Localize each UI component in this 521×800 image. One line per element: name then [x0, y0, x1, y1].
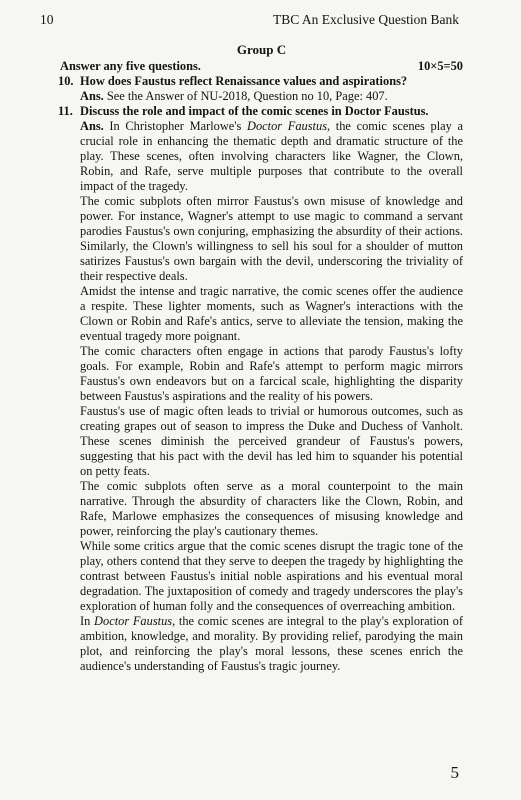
- instruction-marks: 10×5=50: [417, 59, 463, 73]
- page-header: [40, 12, 459, 28]
- question-text: Discuss the role and impact of the comic scenes in Doctor Faustus.: [80, 104, 429, 118]
- answer-paragraph: While some critics argue that the comic scenes disrupt the tragic tone of the play, others contend that they serve to deepen the tragedy by highlighting the contrast between Faustus's initial noble aspirations and his eventual moral degradation. The juxtaposition of comedy and tragedy underscores the play's exploration of human folly and the consequences of overreaching ambition.: [80, 539, 463, 613]
- page-content: [60, 42, 463, 674]
- instruction-text: Answer any five questions.: [60, 59, 201, 73]
- answer-11: [60, 119, 463, 674]
- play-title: Doctor Faustus: [94, 614, 173, 628]
- answer-label: Ans.: [80, 89, 104, 103]
- header-page-number: 10: [40, 12, 54, 27]
- page-footer-number: 5: [450, 763, 459, 782]
- answer-paragraph: Amidst the intense and tragic narrative, the comic scenes offer the audience a respite. These lighter moments, such as Wagner's interactions with the Clown or Robin and Rafe's antics, serve to alleviate the tension, making the eventual tragedy more poignant.: [80, 284, 463, 343]
- answer-paragraph: Ans. In Christopher Marlowe's Doctor Faustus, the comic scenes play a crucial role in enhancing the thematic depth and dramatic structure of the play. These scenes, often involving characters like Wagner, the Clown, Robin, and Rafe, serve multiple purposes that contribute to the overall impact of the tragedy.: [80, 119, 464, 193]
- answer-paragraph: The comic characters often engage in actions that parody Faustus's lofty goals. For example, Robin and Rafe's attempt to perform magic mirrors Faustus's own endeavors but on a farcical scale, highlighting the disparity between Faustus's aspirations and the reality of his powers.: [80, 344, 463, 403]
- answer-paragraph: The comic subplots often mirror Faustus's own misuse of knowledge and power. For instance, Wagner's attempt to use magic to command a servant parodies Faustus's own conjuring, emphasizing the absurdity of their actions. Similarly, the Clown's willingness to sell his soul for a shoulder of mutton satirizes Faustus's own bargain with the devil, underscoring the triviality of their respective deals.: [80, 194, 463, 283]
- group-title: Group C: [236, 42, 287, 57]
- question-number: 11.: [58, 104, 73, 118]
- answer-paragraph: Faustus's use of magic often leads to trivial or humorous outcomes, such as creating grapes out of season to impress the Duke and Duchess of Vanholt. These scenes diminish the perceived grandeur of Faustus's powers, suggesting that his pact with the devil has led him to squander his potential on petty feats.: [80, 404, 463, 478]
- answer-text: See the Answer of NU-2018, Question no 10, Page: 407.: [103, 89, 388, 103]
- answer-paragraph: The comic subplots often serve as a moral counterpoint to the main narrative. Through the absurdity of characters like the Clown, Robin, and Rafe, Marlowe emphasizes the consequences of misusing knowledge and power, reinforcing the play's cautionary themes.: [80, 479, 463, 538]
- play-title: Doctor Faustus: [247, 119, 328, 133]
- answer-paragraph: In Doctor Faustus, the comic scenes are integral to the play's exploration of ambition, knowledge, and morality. By providing relief, parodying the main plot, and reinforcing the play's moral lessons, these scenes enrich the audience's understanding of Faustus's tragic journey.: [80, 614, 463, 673]
- header-book-title: TBC An Exclusive Question Bank: [273, 12, 459, 27]
- answer-10: [60, 89, 463, 104]
- question-text: How does Faustus reflect Renaissance values and aspirations?: [80, 74, 408, 88]
- instruction-line: [60, 59, 463, 74]
- question-11: [58, 104, 463, 119]
- question-number: 10.: [58, 74, 74, 88]
- answer-label: Ans.: [80, 119, 104, 133]
- question-10: [58, 74, 463, 89]
